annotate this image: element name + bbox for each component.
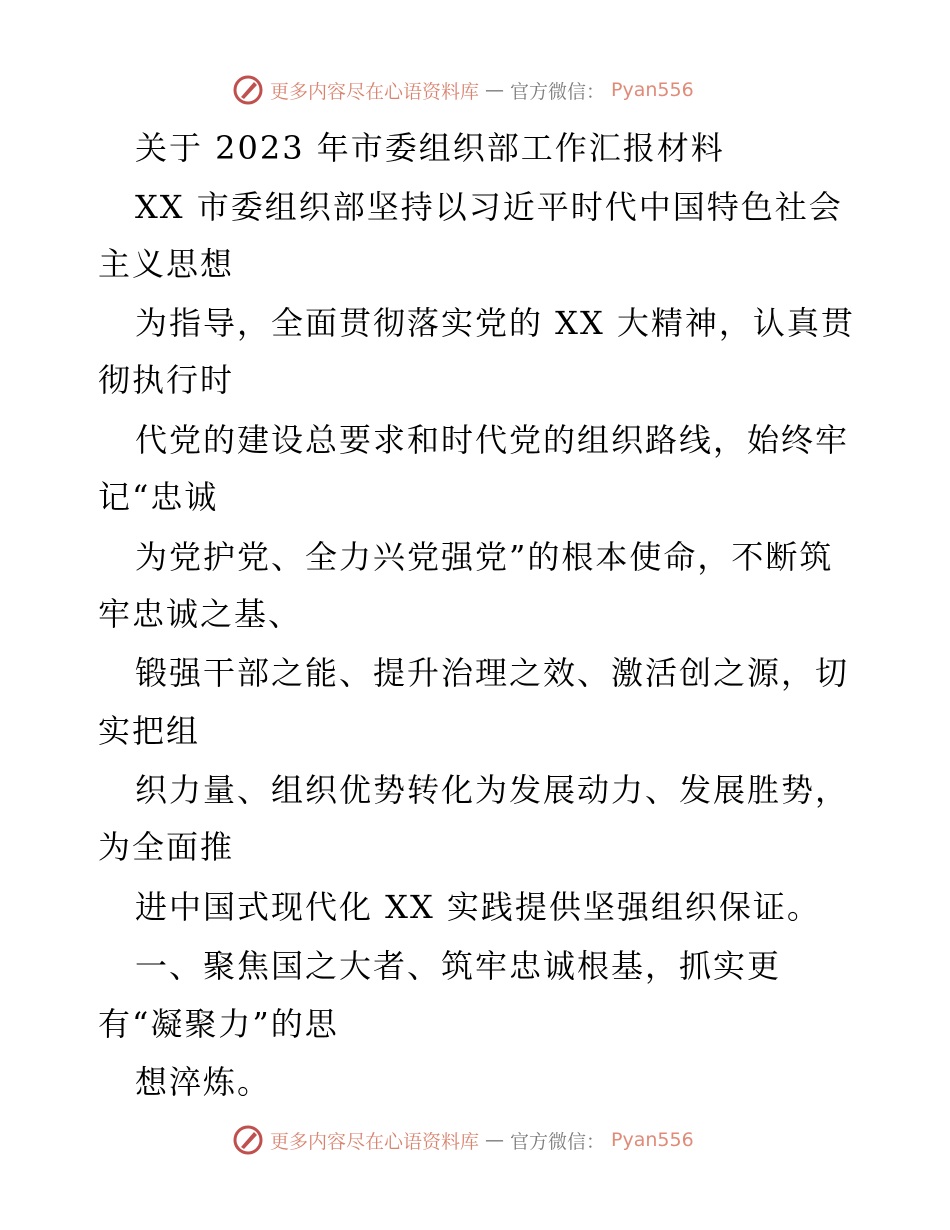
- watermark-site-text: 更多内容尽在心语资料库: [270, 1130, 480, 1153]
- watermark-wechat-label: 官方微信：: [510, 80, 606, 103]
- watermark-separator: —: [485, 1129, 505, 1151]
- paragraph-line: 实把组: [98, 712, 201, 750]
- section-heading-line: 有“凝聚力”的思: [98, 1005, 339, 1043]
- paragraph-line: 为指导，全面贯彻落实党的 XX 大精神，认真贯: [135, 304, 855, 342]
- watermark-separator: —: [485, 79, 505, 101]
- paragraph-line: 锻强干部之能、提升治理之效、激活创之源，切: [135, 654, 850, 692]
- paragraph-line: 彻执行时: [98, 361, 235, 399]
- pen-logo-icon: [232, 1124, 264, 1156]
- paragraph-line: 为党护党、全力兴党强党”的根本使命，不断筑: [135, 538, 834, 576]
- document-title: 关于 2023 年市委组织部工作汇报材料: [135, 129, 725, 167]
- paragraph-line: 记“忠诚: [98, 478, 219, 516]
- watermark-wechat-label: 官方微信：: [510, 1130, 606, 1153]
- footer-watermark: [232, 1120, 694, 1160]
- section-heading-line: 想淬炼。: [135, 1063, 272, 1101]
- paragraph-line: 代党的建设总要求和时代党的组织路线，始终牢: [135, 421, 850, 459]
- watermark-wechat-id: Pyan556: [611, 1129, 694, 1151]
- watermark-wechat-id: Pyan556: [611, 79, 694, 101]
- paragraph-line: 织力量、组织优势转化为发展动力、发展胜势，: [135, 771, 850, 809]
- paragraph-line: 牢忠诚之基、: [98, 595, 303, 633]
- pen-logo-icon: [232, 74, 264, 106]
- paragraph-line: XX 市委组织部坚持以习近平时代中国特色社会: [135, 188, 843, 226]
- paragraph-line: 为全面推: [98, 828, 235, 866]
- watermark-site-text: 更多内容尽在心语资料库: [270, 80, 480, 103]
- header-watermark: [232, 70, 694, 110]
- paragraph-line: 主义思想: [98, 245, 235, 283]
- section-heading-line: 一、聚焦国之大者、筑牢忠诚根基，抓实更: [135, 947, 782, 985]
- paragraph-line: 进中国式现代化 XX 实践提供坚强组织保证。: [135, 888, 821, 926]
